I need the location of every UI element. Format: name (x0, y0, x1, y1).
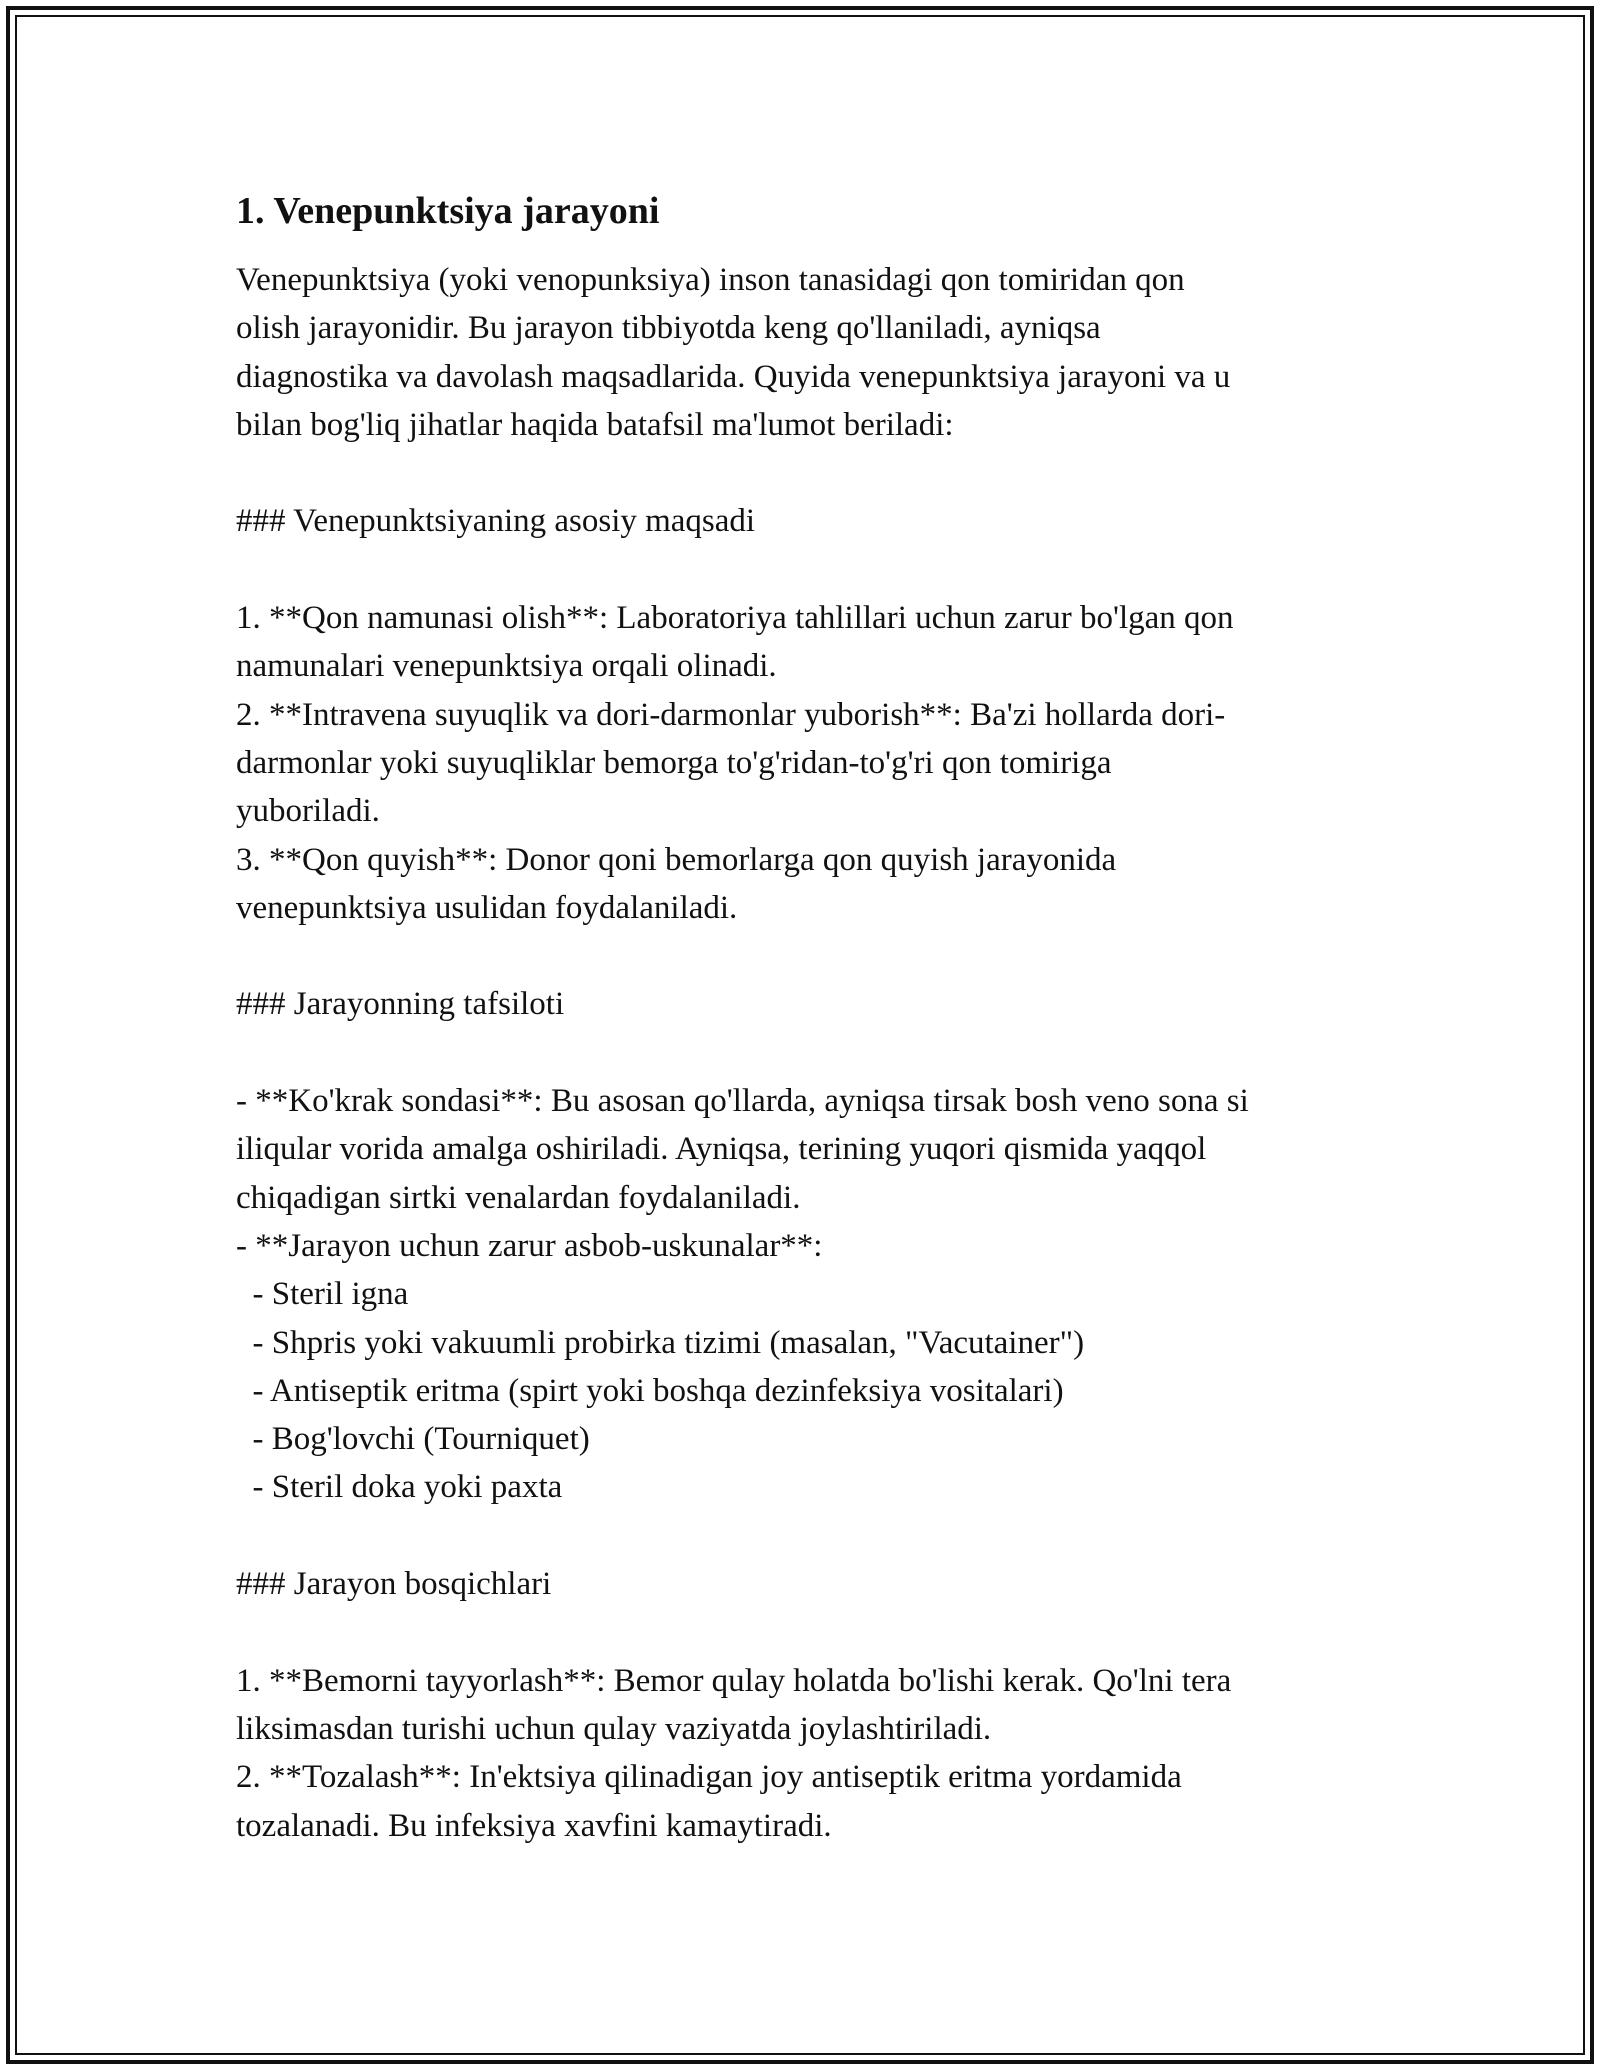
list-item: 3. **Qon quyish**: Donor qoni bemorlarga qon quyish jarayonida (236, 841, 1117, 878)
list-item: 2. **Tozalash**: In'ektsiya qilinadigan joy antiseptik eritma yordamida (236, 1759, 1182, 1796)
sub-list-item: - Steril igna (236, 1276, 409, 1313)
sub-list-item: - Shpris yoki vakuumli probirka tizimi (masalan, "Vacutainer") (236, 1324, 1085, 1361)
sub-list-item: - Antiseptik eritma (spirt yoki boshqa dezinfeksiya vositalari) (236, 1372, 1064, 1409)
blank-line (236, 1029, 1366, 1077)
text-line: liksimasdan turishi uchun qulay vaziyatda joylashtiriladi. (236, 1710, 992, 1747)
text-line: namunalari venepunktsiya orqali olinadi. (236, 648, 777, 685)
text-line: iliqular vorida amalga oshiriladi. Ayniqsa, terining yuqori qismida yaqqol (236, 1131, 1207, 1168)
list-item: 1. **Bemorni tayyorlash**: Bemor qulay holatda bo'lishi kerak. Qo'lni tera (236, 1662, 1232, 1699)
text-line: yuboriladi. (236, 793, 380, 830)
document-body (236, 186, 1366, 1850)
document-text (236, 256, 1366, 1850)
section-heading: ### Jarayonning tafsiloti (236, 986, 565, 1023)
text-line: venepunktsiya usulidan foydalaniladi. (236, 889, 738, 926)
document-title: 1. Venepunktsiya jarayoni (236, 190, 660, 232)
text-line: bilan bog'liq jihatlar haqida batafsil ma'lumot beriladi: (236, 406, 954, 443)
section-heading: ### Jarayon bosqichlari (236, 1566, 552, 1603)
blank-line (236, 932, 1366, 980)
text-line: chiqadigan sirtki venalardan foydalaniladi. (236, 1179, 801, 1216)
blank-line (236, 546, 1366, 594)
text-line: Venepunktsiya (yoki venopunksiya) inson tanasidagi qon tomiridan qon (236, 262, 1185, 298)
list-item: 2. **Intravena suyuqlik va dori-darmonlar yuborish**: Ba'zi hollarda dori- (236, 696, 1226, 733)
blank-line (236, 1608, 1366, 1656)
section-heading: ### Venepunktsiyaning asosiy maqsadi (236, 503, 756, 540)
text-line: diagnostika va davolash maqsadlarida. Quyida venepunktsiya jarayoni va u (236, 358, 1231, 395)
sub-list-item: - Bog'lovchi (Tourniquet) (236, 1421, 590, 1458)
text-line: tozalanadi. Bu infeksiya xavfini kamaytiradi. (236, 1807, 832, 1844)
list-item: - **Ko'krak sondasi**: Bu asosan qo'llarda, ayniqsa tirsak bosh veno sona si (236, 1083, 1249, 1120)
list-item: - **Jarayon uchun zarur asbob-uskunalar**: (236, 1227, 823, 1264)
list-item: 1. **Qon namunasi olish**: Laboratoriya tahlillari uchun zarur bo'lgan qon (236, 600, 1234, 637)
blank-line (236, 1512, 1366, 1560)
text-line: darmonlar yoki suyuqliklar bemorga to'g'ridan-to'g'ri qon tomiriga (236, 744, 1112, 781)
blank-line (236, 449, 1366, 497)
sub-list-item: - Steril doka yoki paxta (236, 1469, 563, 1506)
text-line: olish jarayonidir. Bu jarayon tibbiyotda keng qo'llaniladi, ayniqsa (236, 310, 1101, 347)
